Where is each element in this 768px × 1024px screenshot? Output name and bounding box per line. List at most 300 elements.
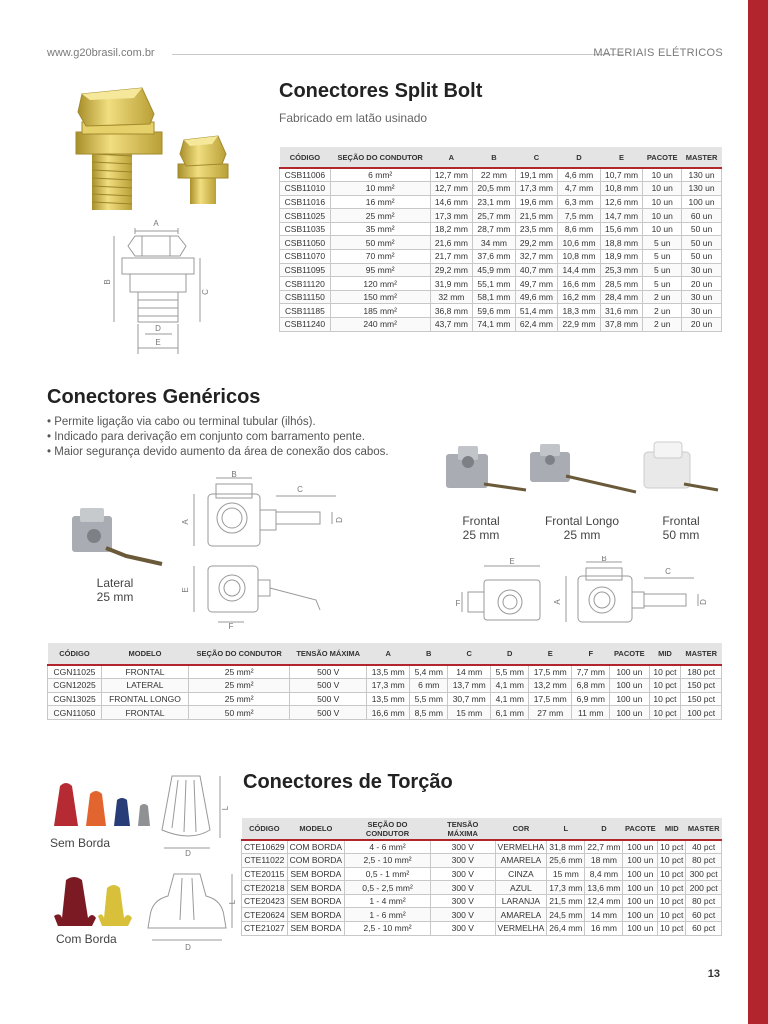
table-cell: 30,7 mm: [448, 692, 491, 706]
column-header: A: [430, 147, 473, 168]
table-cell: 16 mm²: [330, 195, 430, 209]
table-cell: 100 un: [623, 854, 658, 868]
table-cell: 59,6 mm: [473, 304, 516, 318]
table-cell: 7,7 mm: [572, 665, 610, 679]
dim-label-b: B: [601, 556, 607, 563]
split-bolt-photo: [72, 84, 232, 216]
table-cell: 100 un: [623, 867, 658, 881]
table-cell: 13,5 mm: [367, 665, 410, 679]
table-cell: 62,4 mm: [515, 318, 558, 332]
table-cell: 1 - 4 mm²: [345, 894, 431, 908]
table-cell: 20 un: [682, 318, 722, 332]
column-header: CÓDIGO: [48, 643, 102, 665]
generic-connectors-photos: [440, 440, 730, 500]
table-cell: 13,7 mm: [448, 679, 491, 693]
table-cell: 10 pct: [658, 922, 686, 936]
column-header: C: [448, 643, 491, 665]
table-cell: 37,6 mm: [473, 250, 516, 264]
dim-label-d: D: [699, 599, 708, 605]
table-cell: 120 mm²: [330, 277, 430, 291]
table-cell: 100 un: [623, 922, 658, 936]
table-row: [280, 182, 722, 196]
label-frontal-longo: Frontal Longo 25 mm: [544, 514, 620, 542]
label-frontal-25: Frontal 25 mm: [462, 514, 500, 542]
table-cell: 6,1 mm: [491, 706, 529, 720]
table-cell: 240 mm²: [330, 318, 430, 332]
table-cell: 22 mm: [473, 168, 516, 182]
table-cell: 4,6 mm: [558, 168, 601, 182]
list-item: • Permite ligação via cabo ou terminal tubular (ilhós).: [47, 415, 389, 430]
table-cell: 29,2 mm: [430, 263, 473, 277]
table-cell: CTE20218: [242, 881, 288, 895]
column-header: COR: [495, 818, 547, 840]
dim-label-c: C: [297, 485, 303, 494]
table-cell: CINZA: [495, 867, 547, 881]
table-cell: 300 V: [431, 840, 496, 854]
table-cell: 49,6 mm: [515, 290, 558, 304]
column-header: CÓDIGO: [242, 818, 288, 840]
table-cell: 300 pct: [686, 867, 722, 881]
table-cell: 34 mm: [473, 236, 516, 250]
table-cell: SEM BORDA: [287, 867, 344, 881]
table-cell: 21,5 mm: [547, 894, 585, 908]
table-row: [280, 209, 722, 223]
table-cell: 40,7 mm: [515, 263, 558, 277]
dim-label-d: D: [335, 517, 344, 523]
table-cell: CTE20115: [242, 867, 288, 881]
table-cell: 18,9 mm: [600, 250, 643, 264]
table-cell: 50 un: [682, 222, 722, 236]
dim-label-l: L: [221, 805, 230, 811]
table-cell: 14,4 mm: [558, 263, 601, 277]
table-cell: CSB11050: [280, 236, 331, 250]
table-cell: CSB11025: [280, 209, 331, 223]
table-cell: 300 V: [431, 894, 496, 908]
table-cell: 17,5 mm: [529, 665, 572, 679]
table-cell: 49,7 mm: [515, 277, 558, 291]
table-cell: 10 pct: [649, 706, 681, 720]
table-cell: CSB11070: [280, 250, 331, 264]
table-cell: 58,1 mm: [473, 290, 516, 304]
table-cell: 1 - 6 mm²: [345, 908, 431, 922]
table-cell: 27 mm: [529, 706, 572, 720]
table-cell: 19,6 mm: [515, 195, 558, 209]
table-row: [242, 908, 722, 922]
table-cell: CSB11006: [280, 168, 331, 182]
column-header: MASTER: [682, 147, 722, 168]
table-cell: 10,8 mm: [600, 182, 643, 196]
split-bolt-subtitle: Fabricado em latão usinado: [279, 111, 428, 125]
dim-label-l: L: [228, 899, 237, 905]
table-cell: 35 mm²: [330, 222, 430, 236]
column-header: B: [410, 643, 448, 665]
genericos-table: [47, 643, 722, 720]
column-header: L: [547, 818, 585, 840]
dim-label-c: C: [665, 567, 671, 576]
column-header: MODELO: [287, 818, 344, 840]
table-cell: LARANJA: [495, 894, 547, 908]
table-row: [48, 679, 722, 693]
split-bolt-table: [279, 147, 722, 332]
table-cell: 12,7 mm: [430, 182, 473, 196]
generic-dimension-drawings: [176, 470, 346, 630]
table-row: [280, 250, 722, 264]
table-row: [280, 290, 722, 304]
dim-label-b: B: [231, 470, 237, 479]
table-cell: 100 un: [623, 881, 658, 895]
com-borda-photo: [52, 872, 136, 928]
table-cell: 37,8 mm: [600, 318, 643, 332]
page-header: [47, 45, 723, 65]
table-cell: 32 mm: [430, 290, 473, 304]
table-cell: 50 un: [682, 236, 722, 250]
table-cell: 60 pct: [686, 908, 722, 922]
table-cell: 25,3 mm: [600, 263, 643, 277]
dim-label-a: A: [153, 219, 159, 228]
table-cell: 50 un: [682, 250, 722, 264]
table-cell: 300 V: [431, 908, 496, 922]
section-label: MATERIAIS ELÉTRICOS: [593, 47, 723, 59]
table-cell: 50 mm²: [330, 236, 430, 250]
table-cell: CTE21027: [242, 922, 288, 936]
table-cell: 21,5 mm: [515, 209, 558, 223]
table-cell: 95 mm²: [330, 263, 430, 277]
table-cell: 10 un: [643, 168, 682, 182]
table-cell: 100 un: [623, 908, 658, 922]
column-header: E: [529, 643, 572, 665]
dim-label-e: E: [181, 587, 190, 593]
column-header: D: [491, 643, 529, 665]
table-cell: 10 pct: [658, 908, 686, 922]
table-cell: 25 mm²: [189, 665, 290, 679]
dim-label-e: E: [155, 338, 161, 347]
table-cell: 2 un: [643, 290, 682, 304]
table-cell: VERMELHA: [495, 840, 547, 854]
table-cell: FRONTAL LONGO: [101, 692, 188, 706]
table-cell: CSB11095: [280, 263, 331, 277]
table-cell: 10 pct: [658, 840, 686, 854]
table-cell: 28,4 mm: [600, 290, 643, 304]
column-header: PACOTE: [610, 643, 649, 665]
table-cell: 18,2 mm: [430, 222, 473, 236]
column-header: SEÇÃO DO CONDUTOR: [345, 818, 431, 840]
table-cell: 25,7 mm: [473, 209, 516, 223]
list-item: • Maior segurança devido aumento da área de conexão dos cabos.: [47, 445, 389, 460]
dim-label-d: D: [155, 324, 161, 333]
column-header: D: [585, 818, 623, 840]
table-cell: FRONTAL: [101, 706, 188, 720]
table-cell: 2,5 - 10 mm²: [345, 854, 431, 868]
table-cell: 74,1 mm: [473, 318, 516, 332]
torcao-title: Conectores de Torção: [243, 771, 453, 793]
table-row: [242, 922, 722, 936]
dim-label-b: B: [103, 279, 112, 285]
table-cell: CSB11240: [280, 318, 331, 332]
table-cell: CTE10629: [242, 840, 288, 854]
dim-label-e: E: [509, 557, 515, 566]
label-com-borda: Com Borda: [56, 932, 117, 946]
table-cell: 16,6 mm: [558, 277, 601, 291]
table-row: [242, 854, 722, 868]
table-cell: 17,5 mm: [529, 692, 572, 706]
table-cell: 10 pct: [658, 894, 686, 908]
table-row: [242, 840, 722, 854]
column-header: PACOTE: [623, 818, 658, 840]
table-cell: 25,6 mm: [547, 854, 585, 868]
table-cell: 4,7 mm: [558, 182, 601, 196]
table-row: [280, 236, 722, 250]
table-cell: 500 V: [290, 692, 367, 706]
table-cell: 10 pct: [658, 867, 686, 881]
table-cell: 36,8 mm: [430, 304, 473, 318]
table-cell: 5,5 mm: [491, 665, 529, 679]
column-header: MASTER: [686, 818, 722, 840]
label-frontal-50: Frontal 50 mm: [662, 514, 700, 542]
table-cell: 4,1 mm: [491, 692, 529, 706]
table-cell: 10 un: [643, 222, 682, 236]
table-cell: 18,3 mm: [558, 304, 601, 318]
column-header: TENSÃO MÁXIMA: [431, 818, 496, 840]
table-cell: 13,6 mm: [585, 881, 623, 895]
table-cell: 17,3 mm: [547, 881, 585, 895]
table-cell: 31,9 mm: [430, 277, 473, 291]
table-row: [242, 881, 722, 895]
table-cell: 30 un: [682, 304, 722, 318]
table-cell: CTE20624: [242, 908, 288, 922]
table-cell: 5,4 mm: [410, 665, 448, 679]
table-cell: 300 V: [431, 854, 496, 868]
table-cell: 80 pct: [686, 854, 722, 868]
table-cell: 16,6 mm: [367, 706, 410, 720]
table-row: [48, 706, 722, 720]
table-row: [280, 168, 722, 182]
table-cell: CTE11022: [242, 854, 288, 868]
table-cell: 22,7 mm: [585, 840, 623, 854]
table-cell: 100 pct: [681, 706, 722, 720]
table-row: [280, 318, 722, 332]
table-cell: 70 mm²: [330, 250, 430, 264]
table-cell: 16,2 mm: [558, 290, 601, 304]
column-header: MASTER: [681, 643, 722, 665]
table-cell: 25 mm²: [189, 692, 290, 706]
table-cell: CSB11010: [280, 182, 331, 196]
column-header: A: [367, 643, 410, 665]
table-cell: 500 V: [290, 665, 367, 679]
table-cell: 4 - 6 mm²: [345, 840, 431, 854]
dim-label-a: A: [553, 599, 562, 605]
column-header: PACOTE: [643, 147, 682, 168]
table-cell: 150 pct: [681, 679, 722, 693]
table-cell: 14 mm: [585, 908, 623, 922]
table-cell: 25 mm²: [330, 209, 430, 223]
table-row: [280, 277, 722, 291]
table-cell: LATERAL: [101, 679, 188, 693]
table-cell: 150 pct: [681, 692, 722, 706]
table-cell: 130 un: [682, 182, 722, 196]
table-cell: CSB11120: [280, 277, 331, 291]
table-cell: 23,1 mm: [473, 195, 516, 209]
table-cell: 80 pct: [686, 894, 722, 908]
table-cell: 6 mm: [410, 679, 448, 693]
table-cell: AZUL: [495, 881, 547, 895]
table-cell: 2 un: [643, 304, 682, 318]
table-cell: 8,6 mm: [558, 222, 601, 236]
table-cell: 300 V: [431, 922, 496, 936]
table-cell: 32,7 mm: [515, 250, 558, 264]
table-row: [280, 304, 722, 318]
table-cell: 20 un: [682, 277, 722, 291]
table-cell: 10 un: [643, 195, 682, 209]
split-bolt-title: Conectores Split Bolt: [279, 80, 483, 102]
column-header: SEÇÃO DO CONDUTOR: [330, 147, 430, 168]
table-cell: 23,5 mm: [515, 222, 558, 236]
table-cell: 14,7 mm: [600, 209, 643, 223]
table-cell: CGN11025: [48, 665, 102, 679]
table-cell: CSB11035: [280, 222, 331, 236]
table-cell: 10 un: [643, 182, 682, 196]
table-cell: 10,6 mm: [558, 236, 601, 250]
table-cell: CGN12025: [48, 679, 102, 693]
table-cell: 25 mm²: [189, 679, 290, 693]
column-header: MID: [658, 818, 686, 840]
table-cell: 10,8 mm: [558, 250, 601, 264]
table-cell: 8,5 mm: [410, 706, 448, 720]
table-cell: 2 un: [643, 318, 682, 332]
table-cell: CSB11185: [280, 304, 331, 318]
table-cell: 21,7 mm: [430, 250, 473, 264]
table-cell: 30 un: [682, 263, 722, 277]
table-cell: CGN11050: [48, 706, 102, 720]
table-cell: 19,1 mm: [515, 168, 558, 182]
table-cell: 6,8 mm: [572, 679, 610, 693]
table-header-row: [280, 147, 722, 168]
genericos-title: Conectores Genéricos: [47, 386, 261, 408]
table-header-row: [48, 643, 722, 665]
table-cell: 15 mm: [547, 867, 585, 881]
table-cell: 100 un: [623, 840, 658, 854]
table-cell: CGN13025: [48, 692, 102, 706]
table-cell: 28,7 mm: [473, 222, 516, 236]
table-cell: CSB11150: [280, 290, 331, 304]
column-header: D: [558, 147, 601, 168]
table-cell: CSB11016: [280, 195, 331, 209]
table-cell: 10,7 mm: [600, 168, 643, 182]
table-row: [242, 867, 722, 881]
table-cell: 100 un: [610, 692, 649, 706]
table-cell: 14,6 mm: [430, 195, 473, 209]
column-header: SEÇÃO DO CONDUTOR: [189, 643, 290, 665]
table-cell: AMARELA: [495, 854, 547, 868]
table-cell: 100 un: [610, 706, 649, 720]
table-cell: 60 pct: [686, 922, 722, 936]
table-cell: 40 pct: [686, 840, 722, 854]
table-cell: 130 un: [682, 168, 722, 182]
table-cell: 20,5 mm: [473, 182, 516, 196]
table-cell: FRONTAL: [101, 665, 188, 679]
table-cell: 500 V: [290, 706, 367, 720]
table-cell: 31,6 mm: [600, 304, 643, 318]
dim-label-a: A: [181, 519, 190, 525]
table-cell: 500 V: [290, 679, 367, 693]
table-cell: 17,3 mm: [430, 209, 473, 223]
table-cell: 5 un: [643, 250, 682, 264]
table-row: [242, 894, 722, 908]
column-header: F: [572, 643, 610, 665]
column-header: MID: [649, 643, 681, 665]
table-cell: 185 mm²: [330, 304, 430, 318]
table-row: [280, 222, 722, 236]
site-url[interactable]: www.g20brasil.com.br: [47, 47, 155, 59]
table-cell: 16 mm: [585, 922, 623, 936]
table-cell: 30 un: [682, 290, 722, 304]
table-cell: 29,2 mm: [515, 236, 558, 250]
table-cell: 51,4 mm: [515, 304, 558, 318]
table-cell: 100 un: [610, 679, 649, 693]
page-edge-bar: [748, 0, 768, 1024]
table-cell: CTE20423: [242, 894, 288, 908]
table-row: [48, 665, 722, 679]
table-cell: 100 un: [610, 665, 649, 679]
table-cell: 6,3 mm: [558, 195, 601, 209]
table-cell: 5 un: [643, 236, 682, 250]
header-divider: [172, 54, 624, 55]
table-cell: AMARELA: [495, 908, 547, 922]
column-header: MODELO: [101, 643, 188, 665]
column-header: TENSÃO MÁXIMA: [290, 643, 367, 665]
table-cell: 6,9 mm: [572, 692, 610, 706]
table-cell: 55,1 mm: [473, 277, 516, 291]
table-cell: 50 mm²: [189, 706, 290, 720]
table-cell: 180 pct: [681, 665, 722, 679]
torcao-dimension-drawings: [142, 770, 238, 954]
list-item: • Indicado para derivação em conjunto com barramento pente.: [47, 430, 389, 445]
generic-dimension-drawings-2: [454, 556, 724, 636]
table-cell: 6 mm²: [330, 168, 430, 182]
column-header: C: [515, 147, 558, 168]
label-sem-borda: Sem Borda: [50, 836, 111, 850]
table-cell: SEM BORDA: [287, 922, 344, 936]
table-header-row: [242, 818, 722, 840]
dim-label-d: D: [185, 943, 191, 952]
table-cell: 22,9 mm: [558, 318, 601, 332]
column-header: E: [600, 147, 643, 168]
label-lateral: Lateral 25 mm: [96, 576, 134, 604]
table-cell: 45,9 mm: [473, 263, 516, 277]
table-cell: COM BORDA: [287, 840, 344, 854]
table-cell: 13,2 mm: [529, 679, 572, 693]
table-cell: 17,3 mm: [367, 679, 410, 693]
table-cell: 13,5 mm: [367, 692, 410, 706]
table-cell: VERMELHA: [495, 922, 547, 936]
lateral-connector-photo: [66, 502, 166, 572]
table-cell: 10 pct: [649, 692, 681, 706]
table-cell: 10 pct: [658, 881, 686, 895]
table-cell: 12,6 mm: [600, 195, 643, 209]
table-cell: 0,5 - 2,5 mm²: [345, 881, 431, 895]
table-cell: 31,8 mm: [547, 840, 585, 854]
table-cell: 11 mm: [572, 706, 610, 720]
table-cell: 100 un: [682, 195, 722, 209]
table-cell: 10 pct: [649, 679, 681, 693]
table-cell: SEM BORDA: [287, 908, 344, 922]
dim-label-d: D: [185, 849, 191, 858]
column-header: CÓDIGO: [280, 147, 331, 168]
table-cell: 4,1 mm: [491, 679, 529, 693]
table-cell: 100 un: [623, 894, 658, 908]
table-cell: 300 V: [431, 867, 496, 881]
table-cell: 12,7 mm: [430, 168, 473, 182]
table-cell: 15 mm: [448, 706, 491, 720]
